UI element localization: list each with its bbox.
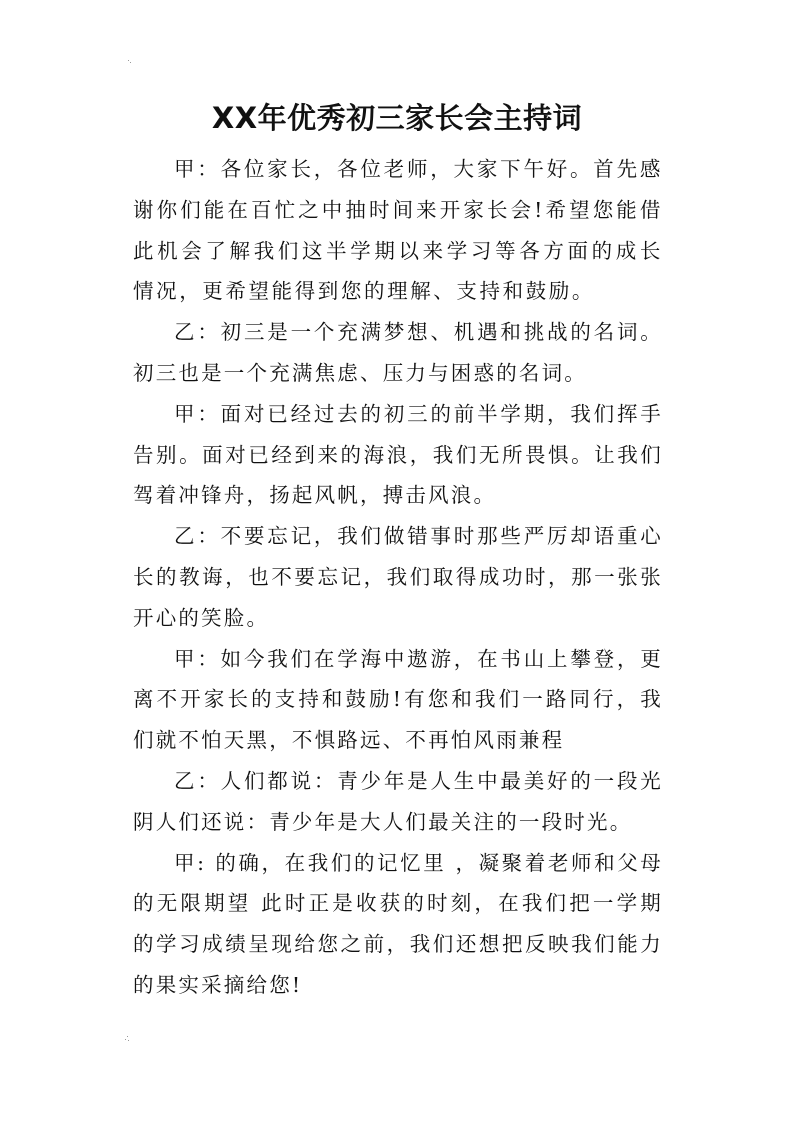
document-body	[133, 149, 663, 1006]
paragraph-5: 甲：如今我们在学海中遨游，在书山上攀登，更离不开家长的支持和鼓励!有您和我们一路同行，我们就不怕天黑，不惧路远、不再怕风雨兼程	[133, 646, 663, 753]
paragraph-2: 乙：初三是一个充满梦想、机遇和挑战的名词。初三也是一个充满焦虑、压力与困惑的名词。	[133, 320, 663, 385]
corner-crop-mark-top	[128, 58, 134, 64]
document-title: XX年优秀初三家长会主持词	[211, 101, 583, 135]
paragraph-1: 甲：各位家长，各位老师，大家下午好。首先感谢你们能在百忙之中抽时间来开家长会!希望您能借此机会了解我们这半学期以来学习等各方面的成长情况，更希望能得到您的理解、支持和鼓励。	[133, 157, 663, 304]
paragraph-6: 乙：人们都说：青少年是人生中最美好的一段光阴人们还说：青少年是大人们最关注的一段时光。	[133, 768, 663, 834]
paragraph-3: 甲：面对已经过去的初三的前半学期，我们挥手告别。面对已经到来的海浪，我们无所畏惧。让我们驾着冲锋舟，扬起风帆，搏击风浪。	[133, 401, 663, 508]
corner-crop-mark-bottom	[124, 1036, 130, 1042]
paragraph-4: 乙：不要忘记，我们做错事时那些严厉却语重心长的教诲，也不要忘记，我们取得成功时，那一张张开心的笑脸。	[133, 524, 663, 630]
paragraph-7: 甲: 的确，在我们的记忆里 ，凝聚着老师和父母的无限期望 此时正是收获的时刻，在我们把一学期的学习成绩呈现给您之前，我们还想把反映我们能力的果实采摘给您!	[133, 850, 663, 997]
